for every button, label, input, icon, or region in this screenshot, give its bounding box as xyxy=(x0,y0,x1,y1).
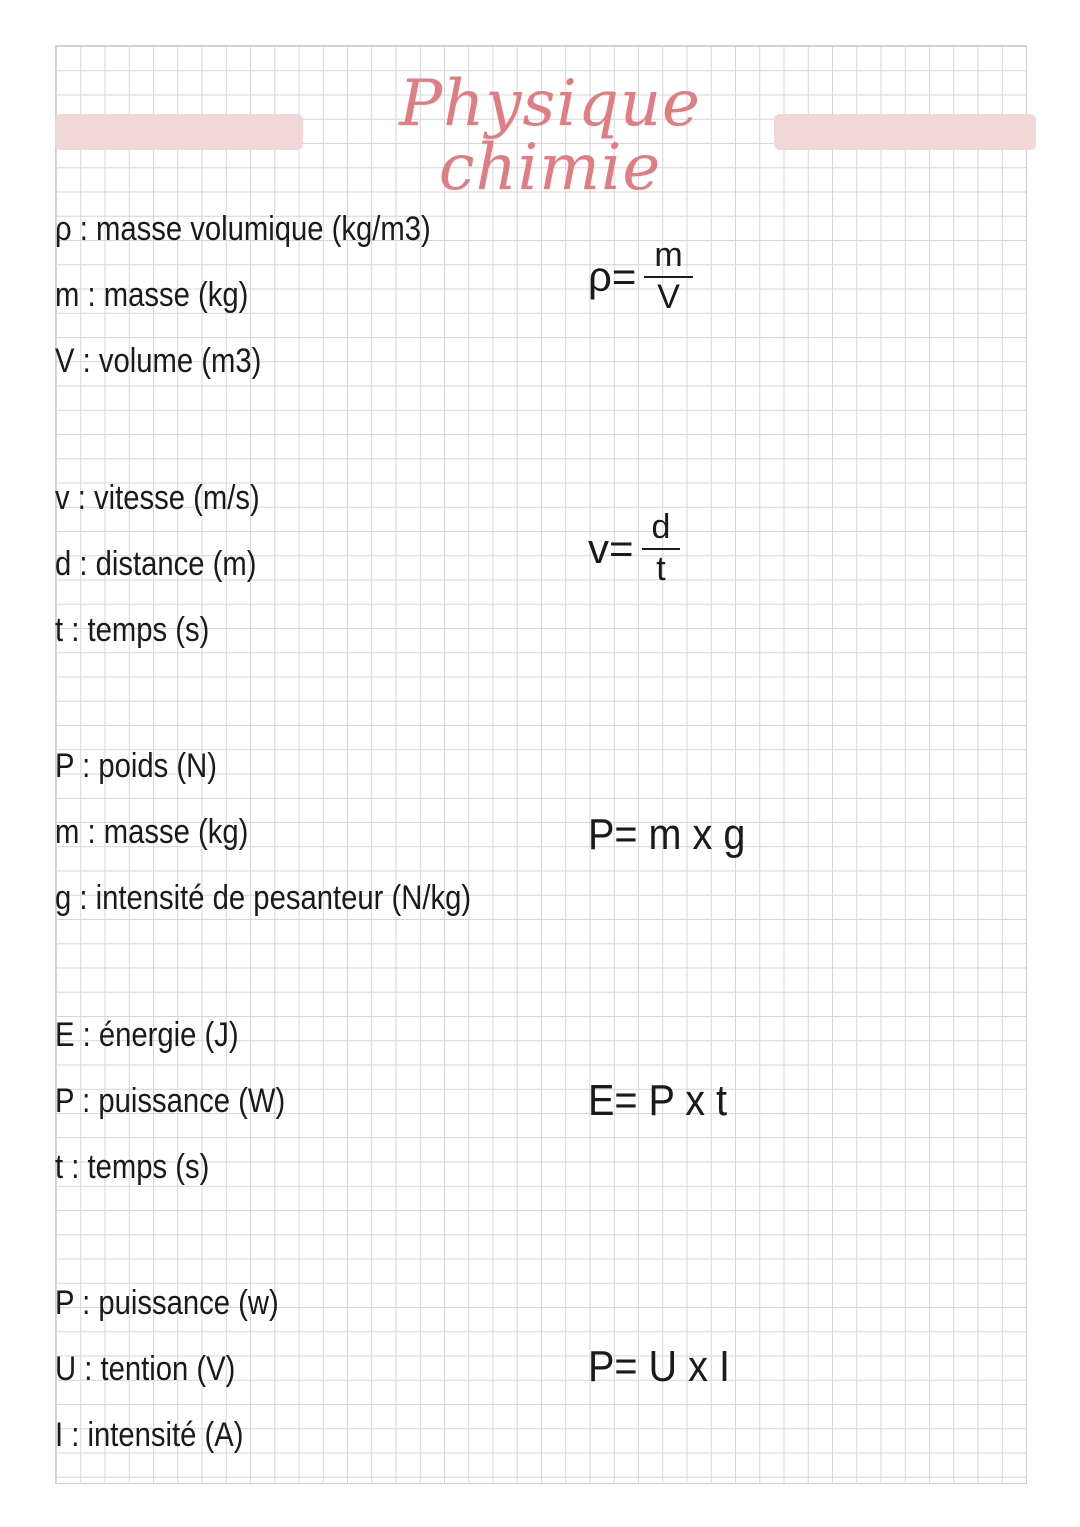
section-puissance xyxy=(55,1270,615,1468)
definition-item: v : vitesse (m/s) xyxy=(55,479,260,517)
definition-item: ρ : masse volumique (kg/m3) xyxy=(55,210,431,248)
definition-item: P : puissance (w) xyxy=(55,1284,279,1322)
page-title: Physique chimie xyxy=(399,67,701,205)
section-vitesse xyxy=(55,465,615,663)
title-highlight-right xyxy=(774,114,1036,150)
fraction-denominator: V xyxy=(657,277,680,316)
definition-item: t : temps (s) xyxy=(55,611,210,649)
section-energie xyxy=(55,1002,615,1200)
formula-lhs: v= xyxy=(588,524,634,572)
definition-item: t : temps (s) xyxy=(55,1148,210,1186)
fraction xyxy=(644,238,692,315)
section-poids xyxy=(55,733,615,931)
definition-item: E : énergie (J) xyxy=(55,1016,239,1054)
definition-list xyxy=(55,1002,615,1200)
formula-poids: P= m x g xyxy=(588,810,746,859)
fraction-numerator: m xyxy=(654,236,683,274)
fraction xyxy=(642,510,681,587)
formula-lhs: ρ= xyxy=(588,252,637,300)
fraction-numerator: d xyxy=(651,508,671,546)
definition-list xyxy=(55,465,615,663)
definition-item: m : masse (kg) xyxy=(55,813,249,851)
formula-vitesse xyxy=(588,510,680,587)
formula-masse-volumique xyxy=(588,238,693,315)
definition-item: d : distance (m) xyxy=(55,545,257,583)
definition-item: P : poids (N) xyxy=(55,747,217,785)
definition-list xyxy=(55,1270,615,1468)
formula-puissance: P= U x I xyxy=(588,1342,730,1391)
definition-item: P : puissance (W) xyxy=(55,1082,286,1120)
definition-item: g : intensité de pesanteur (N/kg) xyxy=(55,879,472,917)
definition-item: V : volume (m3) xyxy=(55,342,262,380)
definition-item: I : intensité (A) xyxy=(55,1416,244,1454)
definition-item: U : tention (V) xyxy=(55,1350,236,1388)
definition-item: m : masse (kg) xyxy=(55,276,249,314)
section-masse-volumique xyxy=(55,196,615,394)
formula-energie: E= P x t xyxy=(588,1076,728,1125)
fraction-denominator: t xyxy=(656,549,666,588)
title-highlight-left xyxy=(55,114,303,150)
definition-list xyxy=(55,733,615,931)
definition-list xyxy=(55,196,615,394)
